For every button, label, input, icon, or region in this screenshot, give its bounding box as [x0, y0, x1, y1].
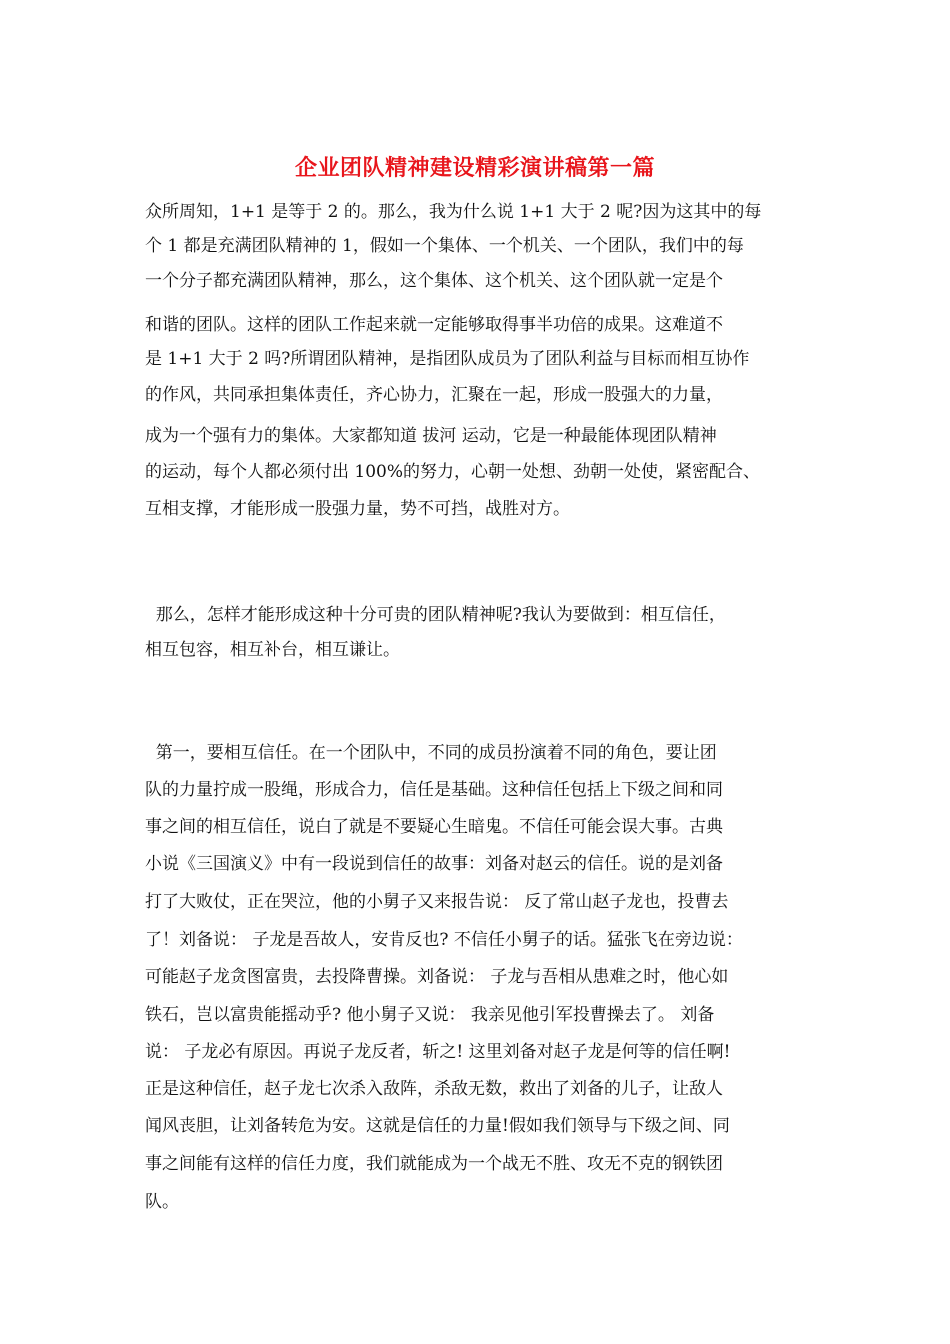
paragraph-line: 互相支撑，才能形成一股强力量，势不可挡，战胜对方。: [145, 499, 570, 519]
paragraph-line: 闻风丧胆，让刘备转危为安。这就是信任的力量!假如我们领导与下级之间、同: [145, 1116, 730, 1136]
paragraph-line: 众所周知，1+1 是等于 2 的。那么，我为什么说 1+1 大于 2 呢?因为这其中的每: [145, 202, 762, 222]
paragraph-line: 一个分子都充满团队精神，那么，这个集体、这个机关、这个团队就一定是个: [145, 271, 723, 291]
paragraph-line: 成为一个强有力的集体。大家都知道 拔河 运动，它是一种最能体现团队精神: [145, 426, 717, 446]
paragraph-line: 那么，怎样才能形成这种十分可贵的团队精神呢?我认为要做到：相互信任，: [145, 605, 726, 625]
document-title: 企业团队精神建设精彩演讲稿第一篇: [294, 155, 655, 181]
paragraph-line: 个 1 都是充满团队精神的 1，假如一个集体、一个机关、一个团队，我们中的每: [145, 236, 744, 256]
paragraph-line: 可能赵子龙贪图富贵，去投降曹操。刘备说： 子龙与吾相从患难之时，他心如: [145, 967, 729, 987]
paragraph-line: 相互包容，相互补台，相互谦让。: [145, 640, 400, 660]
paragraph-line: 了！刘备说： 子龙是吾故人，安肯反也? 不信任小舅子的话。猛张飞在旁边说：: [145, 930, 743, 950]
paragraph-line: 是 1+1 大于 2 吗?所谓团队精神，是指团队成员为了团队利益与目标而相互协作: [145, 349, 750, 369]
paragraph-line: 小说《三国演义》中有一段说到信任的故事：刘备对赵云的信任。说的是刘备: [145, 854, 723, 874]
paragraph-line: 说： 子龙必有原因。再说子龙反者，斩之! 这里刘备对赵子龙是何等的信任啊!: [145, 1042, 731, 1062]
paragraph-line: 队的力量拧成一股绳，形成合力，信任是基础。这种信任包括上下级之间和同: [145, 780, 723, 800]
paragraph-line: 打了大败仗，正在哭泣，他的小舅子又来报告说： 反了常山赵子龙也，投曹去: [145, 892, 729, 912]
paragraph-line: 铁石，岂以富贵能摇动乎? 他小舅子又说： 我亲见他引军投曹操去了。 刘备: [145, 1005, 715, 1025]
paragraph-line: 和谐的团队。这样的团队工作起来就一定能够取得事半功倍的成果。这难道不: [145, 315, 723, 335]
paragraph-line: 的作风，共同承担集体责任，齐心协力，汇聚在一起，形成一股强大的力量，: [145, 385, 723, 405]
paragraph-line: 的运动，每个人都必须付出 100%的努力，心朝一处想、劲朝一处使，紧密配合、: [145, 462, 761, 482]
paragraph-line: 事之间能有这样的信任力度，我们就能成为一个战无不胜、攻无不克的钢铁团: [145, 1154, 723, 1174]
paragraph-line: 第一，要相互信任。在一个团队中，不同的成员扮演着不同的角色，要让团: [145, 743, 717, 763]
paragraph-line: 队。: [145, 1192, 179, 1212]
paragraph-line: 正是这种信任，赵子龙七次杀入敌阵，杀敌无数，救出了刘备的儿子，让敌人: [145, 1079, 723, 1099]
paragraph-line: 事之间的相互信任，说白了就是不要疑心生暗鬼。不信任可能会误大事。古典: [145, 817, 723, 837]
